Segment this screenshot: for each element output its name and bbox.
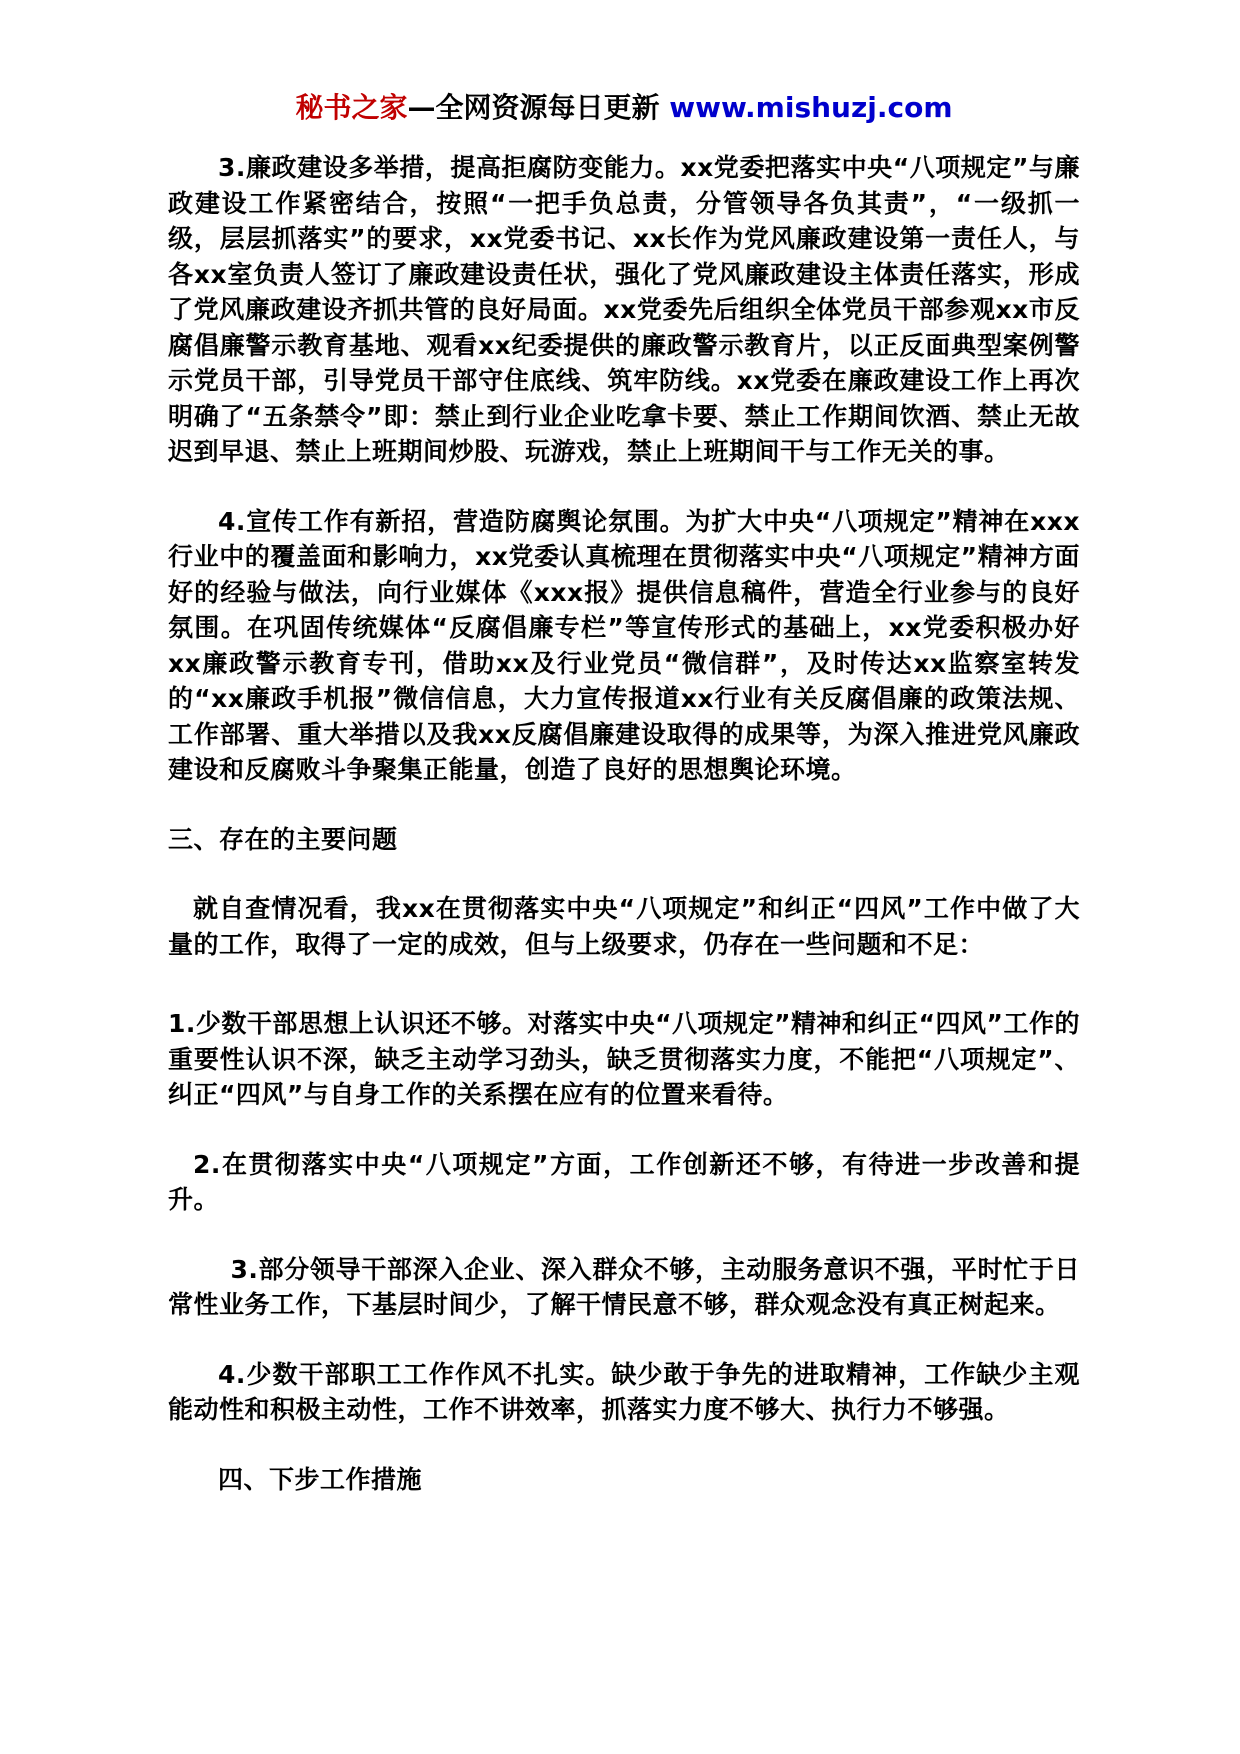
heading-next-steps: 四、下步工作措施 <box>218 1464 423 1494</box>
para-problem-1: 1.少数干部思想上认识还不够。对落实中央“八项规定”精神和纠正“四风”工作的重要性认识不深，缺乏主动学习劲头，缺乏贯彻落实力度，不能把“八项规定”、纠正“四风”与自身工作的关系摆在应有的位置来看待。 <box>168 1009 1080 1109</box>
para-publicity-work: 4.宣传工作有新招，营造防腐舆论氛围。为扩大中央“八项规定”精神在xxx行业中的覆盖面和影响力，xx党委认真梳理在贯彻落实中央“八项规定”精神方面好的经验与做法，向行业媒体《xxx报》提供信息稿件，营造全行业参与的良好氛围。在巩固传统媒体“反腐倡廉专栏”等宣传形式的基础上，xx党委积极办好xx廉政警示教育专刊，借助xx及行业党员“微信群”，及时传达xx监察室转发的“xx廉政手机报”微信信息，大力宣传报道xx行业有关反腐倡廉的政策法规、工作部署、重大举措以及我xx反腐倡廉建设取得的成果等，为深入推进党风廉政建设和反腐败斗争聚集正能量，创造了良好的思想舆论环境。 <box>168 506 1080 784</box>
para-problem-3: 3.部分领导干部深入企业、深入群众不够，主动服务意识不强，平时忙于日常性业务工作，下基层时间少，了解干情民意不够，群众观念没有真正树起来。 <box>168 1254 1080 1319</box>
para-anti-corruption-measures: 3.廉政建设多举措，提高拒腐防变能力。xx党委把落实中央“八项规定”与廉政建设工作紧密结合，按照“一把手负总责，分管领导各负其责”，“一级抓一级，层层抓落实”的要求，xx党委书记、xx长作为党风廉政建设第一责任人，与各xx室负责人签订了廉政建设责任状，强化了党风廉政建设主体责任落实，形成了党风廉政建设齐抓共管的良好局面。xx党委先后组织全体党员干部参观xx市反腐倡廉警示教育基地、观看xx纪委提供的廉政警示教育片，以正反面典型案例警示党员干部，引导党员干部守住底线、筑牢防线。xx党委在廉政建设工作上再次明确了“五条禁令”即：禁止到行业企业吃拿卡要、禁止工作期间饮酒、禁止无故迟到早退、禁止上班期间炒股、玩游戏，禁止上班期间干与工作无关的事。 <box>168 153 1080 466</box>
heading-main-problems: 三、存在的主要问题 <box>168 824 398 854</box>
site-header <box>168 86 1080 126</box>
para-problem-4: 4.少数干部职工工作作风不扎实。缺少敢于争先的进取精神，工作缺少主观能动性和积极主动性，工作不讲效率，抓落实力度不够大、执行力不够强。 <box>168 1359 1080 1424</box>
site-name: 秘书之家 <box>295 91 408 124</box>
site-tagline: —全网资源每日更新 <box>407 91 670 124</box>
site-url-link[interactable]: www.mishuzj.com <box>669 91 953 124</box>
para-self-check-intro: 就自查情况看，我xx在贯彻落实中央“八项规定”和纠正“四风”工作中做了大量的工作，取得了一定的成效，但与上级要求，仍存在一些问题和不足： <box>168 894 1080 959</box>
document-body <box>168 150 1080 1497</box>
para-problem-2: 2.在贯彻落实中央“八项规定”方面，工作创新还不够，有待进一步改善和提升。 <box>168 1149 1080 1214</box>
